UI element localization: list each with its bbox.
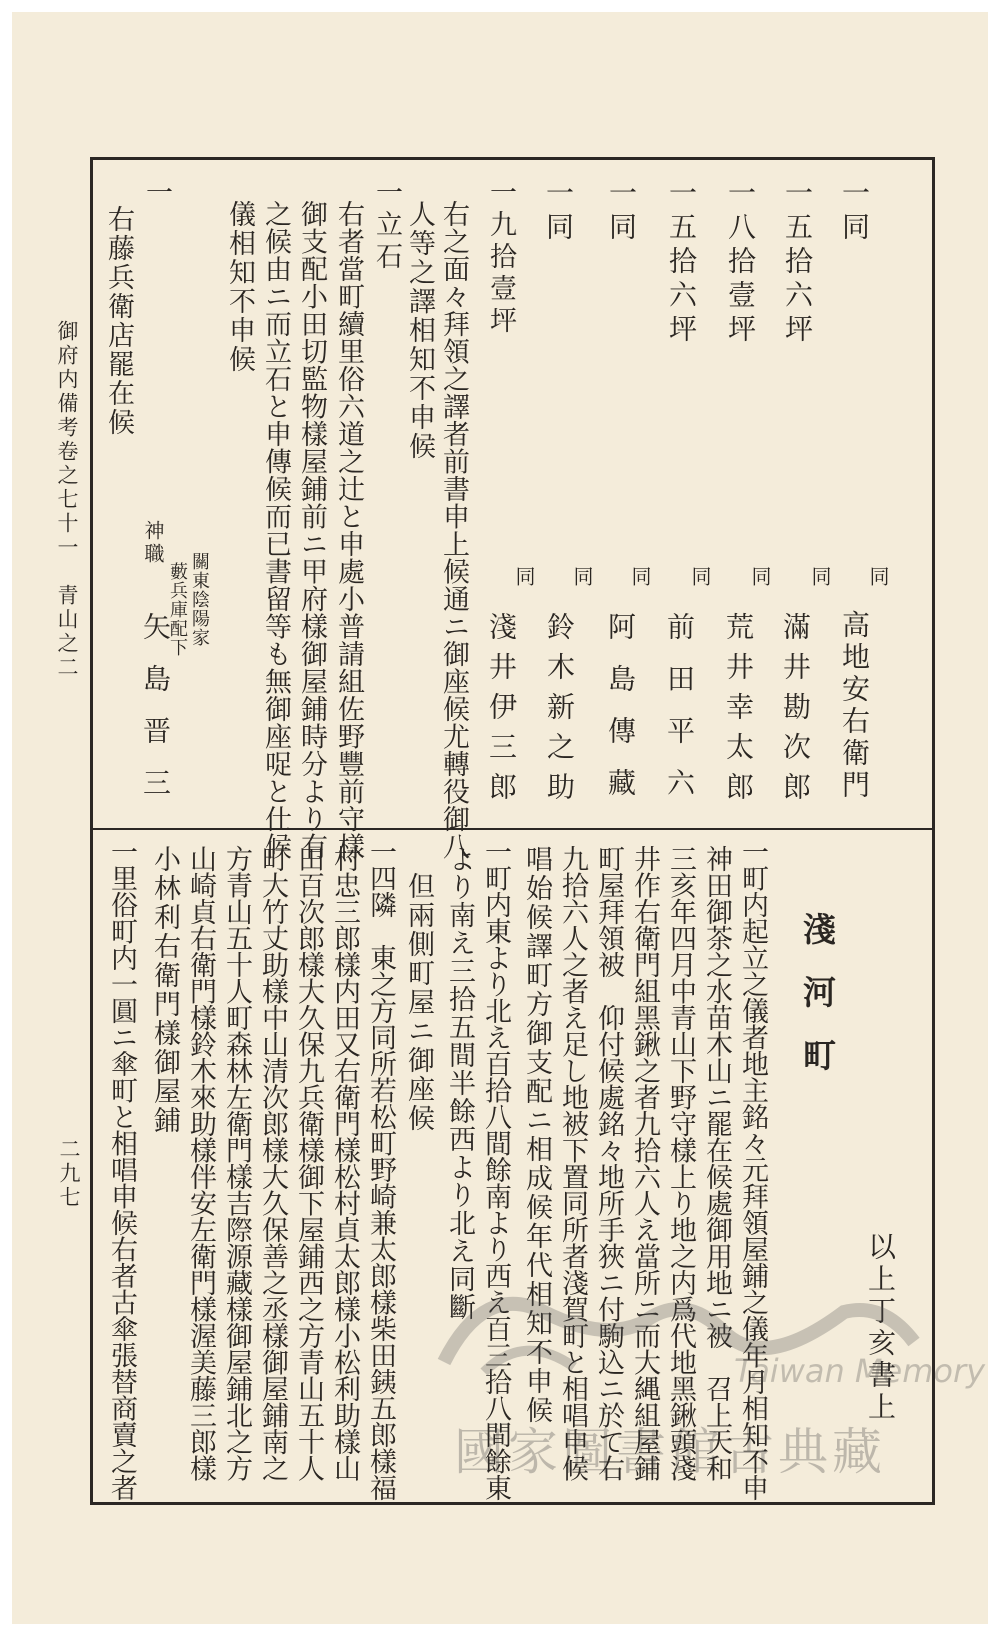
watermark-latin: Taiwan Memory — [734, 1352, 986, 1390]
affiliation: 關東陰陽家 — [189, 552, 210, 647]
top-line: 一立石 — [371, 178, 402, 274]
top-line: 一同 — [605, 178, 638, 246]
name-mark: 同 — [570, 566, 594, 590]
top-line: 一 — [141, 178, 172, 210]
person-name: 矢島晋三 — [139, 612, 172, 820]
watermark-text: 國家圖書館古典藏 — [454, 1423, 886, 1481]
name-mark: 同 — [866, 566, 890, 590]
person-name: 鈴木新之助 — [543, 612, 576, 812]
body-line: より南え三拾五間半餘西より北え同斷 — [444, 845, 475, 1321]
person-name: 淺井伊三郎 — [485, 612, 518, 812]
person-name: 高地安右衛門 — [838, 610, 871, 802]
person-name: 阿島傳藏 — [604, 612, 637, 820]
top-line: 人等之譯相知不申候 — [404, 200, 435, 461]
name-mark: 同 — [808, 566, 832, 590]
body-line: 一四隣 東之方同所若松町野崎兼太郎樣柴田銕五郎樣福 — [365, 838, 396, 1501]
person-name: 前田平六 — [663, 612, 696, 820]
top-line: 一同 — [838, 178, 871, 246]
person-name: 荒井幸太郎 — [722, 612, 755, 812]
top-line: 一八拾壹坪 — [724, 178, 757, 348]
top-line: 儀相知不申候 — [224, 200, 255, 374]
body-line: 方青山五十人町森林左衛門樣吉際源藏樣御屋鋪北之方 — [221, 845, 252, 1481]
role-label: 神職 — [141, 520, 165, 566]
top-line: 右之面々拜領之譯者前書申上候通ニ御座候尤轉役御八 — [438, 200, 469, 860]
body-line: 山崎貞右衛門樣鈴木來助樣伴安左衛門樣渥美藤三郎樣 — [185, 845, 216, 1481]
body-line: 小林利右衛門樣御屋鋪 — [149, 845, 180, 1135]
body-line: 但兩側町屋ニ御座候 — [403, 872, 434, 1133]
name-mark: 同 — [688, 566, 712, 590]
top-line: 右者當町續里俗六道之辻と申處小普請組佐野豐前守樣 — [333, 200, 364, 860]
body-line: 一町内起立之儀者地主銘々元拜領屋鋪之儀年月相知不申 — [737, 838, 768, 1501]
body-line: 一町内東より北え百拾八間餘南より西え百三拾八間餘東 — [480, 838, 511, 1501]
affiliation: 藪兵庫配下 — [167, 562, 188, 657]
top-line: 右藤兵衛店罷在候 — [103, 205, 134, 437]
top-line: 一同 — [542, 178, 575, 246]
top-line: 一九拾壹坪 — [485, 178, 516, 338]
body-line: 三亥年四月中青山下野守樣上り地之内爲代地黑鍬頭淺 — [665, 845, 696, 1481]
library-watermark — [418, 1272, 986, 1481]
body-line: 町屋拜領被 仰付候處銘々地所手狹ニ付駒込ニ於て右 — [593, 845, 624, 1481]
section-divider — [92, 828, 933, 830]
name-mark: 同 — [512, 566, 536, 590]
body-line: 九拾六人之者え足し地被下置同所者淺賀町と相唱申候 — [557, 845, 588, 1481]
name-mark: 同 — [628, 566, 652, 590]
body-line: 田百次郎樣大久保九兵衛樣御下屋鋪西之方青山五十人 — [293, 845, 324, 1481]
watermark-logo-icon — [424, 1272, 986, 1392]
top-line: 一五拾六坪 — [781, 178, 814, 348]
page-number: 二九七 — [57, 1138, 81, 1210]
section-heading: 淺河町 — [798, 912, 837, 1101]
body-line: 唱始候譯町方御支配ニ相成候年代相知不申候 — [521, 845, 552, 1425]
body-line: 村忠三郎樣内田又右衛門樣松村貞太郎樣小松利助樣山 — [329, 845, 360, 1481]
running-title: 御府内備考卷之七十一 青山之二 — [55, 320, 79, 680]
top-line: 一五拾六坪 — [665, 178, 698, 348]
top-line: 之候由ニ而立石と申傳候而已書留等も無御座哫と仕候 — [260, 200, 291, 860]
body-line: 井作右衛門組黑鍬之者九拾六人え當所ニ而大縄組屋鋪 — [629, 845, 660, 1481]
body-line: 町大竹丈助樣中山清次郎樣大久保善之丞樣御屋鋪南之 — [257, 845, 288, 1481]
person-name: 滿井勘次郎 — [779, 612, 812, 812]
top-line: 御支配小田切監物樣屋鋪前ニ甲府樣御屋鋪時分より有 — [296, 200, 327, 860]
body-line: 一里俗町内一圓ニ傘町と相唱申候右者古傘張替商賣之者 — [106, 838, 137, 1501]
name-mark: 同 — [748, 566, 772, 590]
submission-note: 以上丁亥書上 — [864, 1232, 897, 1424]
body-line: 神田御茶之水苗木山ニ罷在候處御用地ニ被 召上天和 — [701, 845, 732, 1481]
